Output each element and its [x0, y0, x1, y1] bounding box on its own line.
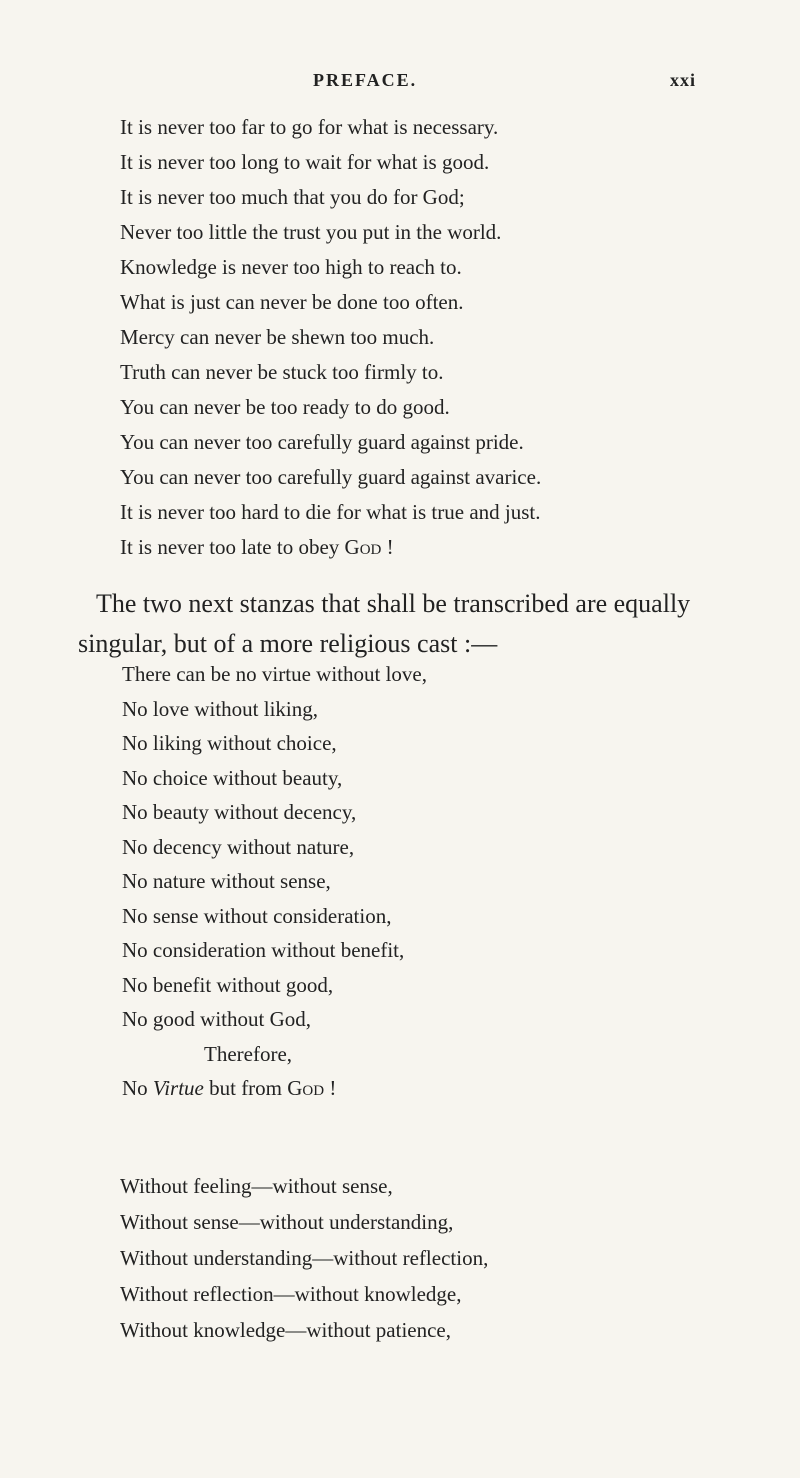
page-number: xxi [670, 70, 697, 90]
verse-text: It is never too late to obey [120, 535, 345, 559]
verse-line: Never too little the trust you put in the world. [120, 220, 502, 244]
stanza-maxims [120, 110, 541, 565]
stanza-feeling [120, 1168, 488, 1348]
running-head [0, 70, 800, 100]
verse-line: No beauty without decency, [122, 800, 357, 824]
verse-line: No liking without choice, [122, 731, 337, 755]
verse-line-final [120, 530, 541, 565]
verse-line: No decency without nature, [122, 834, 355, 859]
verse-line: It is never too much that you do for God; [120, 185, 465, 209]
verse-line: There can be no virtue without love, [122, 662, 427, 686]
god-small-caps: God [344, 535, 382, 559]
running-title: PREFACE. [313, 70, 418, 90]
verse-line: You can never too carefully guard against pride. [120, 430, 524, 454]
verse-line: Truth can never be stuck too firmly to. [120, 360, 444, 384]
verse-text: No [122, 1076, 153, 1100]
verse-end: ! [381, 535, 394, 559]
verse-line: No choice without beauty, [122, 765, 343, 790]
verse-line: No benefit without good, [122, 972, 334, 997]
verse-line: It is never too far to go for what is necessary. [120, 115, 499, 139]
verse-line-therefore: Therefore, [204, 1041, 293, 1066]
verse-line: Without sense—without understanding, [120, 1210, 454, 1234]
verse-line: What is just can never be done too often. [120, 290, 464, 314]
verse-line: No consideration without benefit, [122, 938, 405, 962]
verse-line: It is never too long to wait for what is good. [120, 150, 490, 174]
verse-line: Without knowledge—without patience, [120, 1318, 451, 1342]
prose-paragraph: The two next stanzas that shall be transcribed are equally singular, but of a more religious cast :— [78, 589, 691, 658]
verse-line: Knowledge is never too high to reach to. [120, 255, 462, 279]
stanza-virtue [122, 657, 427, 1106]
verse-line: No love without liking, [122, 696, 318, 721]
verse-line: You can never be too ready to do good. [120, 395, 450, 419]
verse-end: ! [324, 1076, 337, 1100]
verse-line: Without understanding—without reflection, [120, 1246, 489, 1270]
verse-line: Mercy can never be shewn too much. [120, 325, 435, 349]
verse-text: but from [203, 1076, 288, 1100]
virtue-italic: Virtue [152, 1076, 204, 1100]
verse-line: No nature without sense, [122, 869, 331, 893]
verse-line-final [122, 1071, 427, 1106]
god-small-caps: God [287, 1076, 325, 1100]
verse-line: No sense without consideration, [122, 903, 392, 928]
verse-line: Without feeling—without sense, [120, 1174, 393, 1198]
verse-line: No good without God, [122, 1007, 311, 1031]
verse-line: Without reflection—without knowledge, [120, 1282, 462, 1306]
verse-line: It is never too hard to die for what is true and just. [120, 500, 541, 524]
verse-line: You can never too carefully guard against avarice. [120, 465, 542, 489]
